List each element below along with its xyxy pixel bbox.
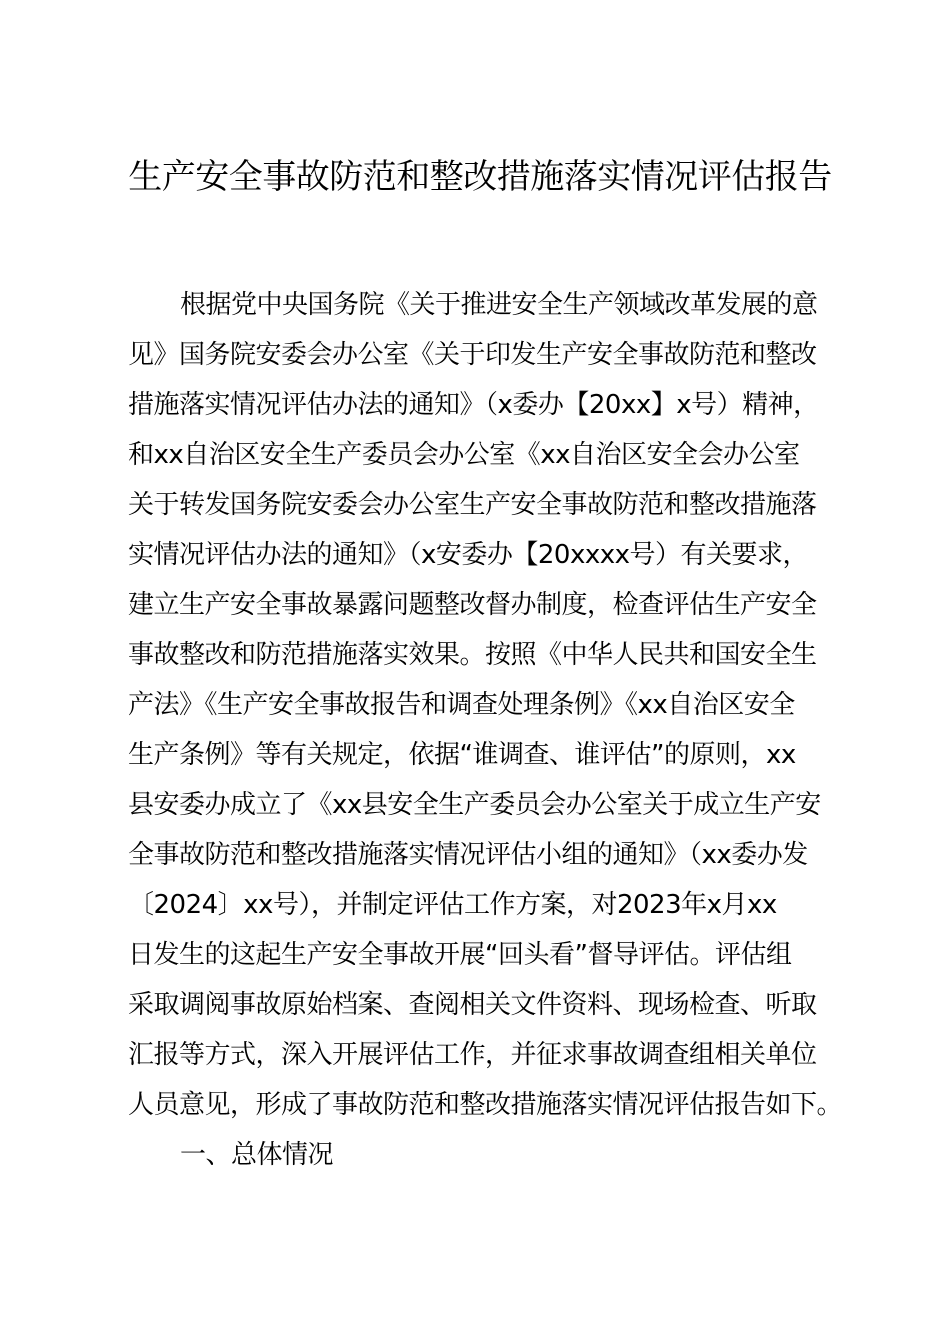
paragraph-line: 事故整改和防范措施落实效果。按照《中华人民共和国安全生: [128, 640, 817, 670]
document-title: 生产安全事故防范和整改措施落实情况评估报告: [128, 157, 832, 197]
section-heading: 一、总体情况: [180, 1140, 334, 1170]
paragraph-line: 措施落实情况评估办法的通知》（x委办【20xx】x号）精神，: [128, 390, 819, 420]
paragraph-line: 关于转发国务院安委会办公室生产安全事故防范和整改措施落: [128, 490, 817, 520]
paragraph-line: 和xx自治区安全生产委员会办公室《xx自治区安全会办公室: [128, 440, 800, 470]
paragraph-line: 产法》《生产安全事故报告和调查处理条例》《xx自治区安全: [128, 690, 795, 720]
paragraph-line: 汇报等方式，深入开展评估工作，并征求事故调查组相关单位: [128, 1040, 817, 1070]
paragraph-line: 日发生的这起生产安全事故开展“回头看”督导评估。评估组: [128, 940, 792, 970]
paragraph-line: 全事故防范和整改措施落实情况评估小组的通知》（xx委办发: [128, 840, 808, 870]
paragraph-line: 县安委办成立了《xx县安全生产委员会办公室关于成立生产安: [128, 790, 821, 820]
paragraph-line: 生产条例》等有关规定，依据“谁调查、谁评估”的原则，xx: [128, 740, 796, 770]
paragraph-line: 〔2024〕xx号），并制定评估工作方案，对2023年x月xx: [128, 890, 777, 920]
paragraph-line: 实情况评估办法的通知》（x安委办【20xxxx号）有关要求，: [128, 540, 809, 570]
paragraph-line: 建立生产安全事故暴露问题整改督办制度，检查评估生产安全: [128, 590, 817, 620]
paragraph-line: 采取调阅事故原始档案、查阅相关文件资料、现场检查、听取: [128, 990, 817, 1020]
paragraph-line: 人员意见，形成了事故防范和整改措施落实情况评估报告如下。: [128, 1090, 843, 1120]
paragraph-line: 见》国务院安委会办公室《关于印发生产安全事故防范和整改: [128, 340, 817, 370]
paragraph-line: 根据党中央国务院《关于推进安全生产领域改革发展的意: [180, 290, 818, 320]
